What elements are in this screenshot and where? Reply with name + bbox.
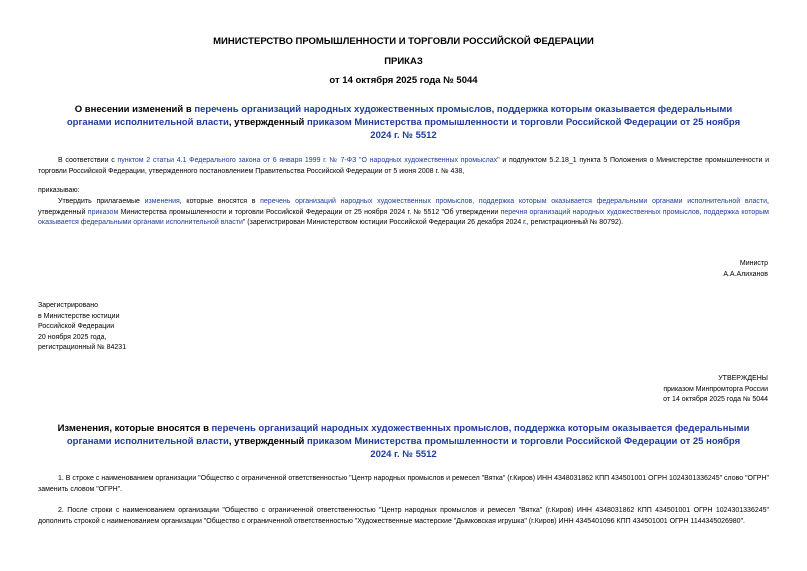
registration-line-2: в Министерстве юстиции (38, 312, 120, 320)
order-prefix: Утвердить прилагаемые (58, 198, 145, 205)
order-paragraph (38, 197, 769, 229)
registration-block (38, 301, 126, 354)
registration-line-5: регистрационный № 84231 (38, 344, 127, 351)
approval-line-3: от 14 октября 2025 года № 5044 (663, 396, 768, 403)
approval-block (663, 374, 768, 406)
approval-line-1: УТВЕРЖДЕНЫ (718, 375, 768, 382)
changes-title-link-order[interactable]: приказом Министерства промышленности и торговли Российской Федерации от 25 ноября 2024 г. № 5512 (307, 436, 741, 460)
registration-line-3: Российской Федерации (38, 323, 115, 330)
change-item-2: 2. После строки с наименованием организации "Общество с ограниченной ответственностью "Центр народных промыслов и ремесел "Вятка" (г.Киров) ИНН 4348031862 КПП 434501001 ОГРН 1024301336245" дополнить строкой с наименованием организации "Общество с ограниченной ответственностью "Художественные мастерские "Дымковская игрушка" (г.Киров) ИНН 4345401096 КПП 434501001 ОГРН 1144345026980". (38, 507, 769, 525)
order-link-list[interactable]: перечень организаций народных художественных промыслов, поддержка которым оказывается федеральными органами исполнительной власти (260, 198, 768, 205)
changes-title-middle: , утвержденный (228, 436, 308, 447)
registration-line-4: 20 ноября 2025 года, (38, 333, 107, 341)
order-mid2: , утвержденный (38, 198, 769, 216)
basis-paragraph (38, 156, 769, 177)
order-link-changes[interactable]: изменения (144, 198, 180, 205)
change-item-1: 1. В строке с наименованием организации "Общество с ограниченной ответственностью "Центр народных промыслов и ремесел "Вятка" (г.Киров) ИНН 4348031862 КПП 434501001 ОГРН 1024301336245" слово "ОГРН" заменить словом "ОГРН". (38, 475, 769, 493)
basis-prefix: В соответствии с (58, 157, 118, 164)
order-mid3: Министерства промышленности и торговли Российской Федерации от 25 ноября 2024 г. № 5512 "Об утверждении (118, 208, 501, 216)
approval-line-2: приказом Минпромторга России (663, 385, 768, 393)
title-link-list[interactable]: перечень организаций народных художественных промыслов, поддержка которым оказывается федеральными органами исполнительной власти (66, 104, 733, 128)
document-type: ПРИКАЗ (384, 56, 423, 67)
changes-title (55, 422, 752, 461)
title-link-order[interactable]: приказом Министерства промышленности и торговли Российской Федерации от 25 ноября 2024 г. № 5512 (307, 117, 741, 141)
title-prefix: О внесении изменений в (74, 104, 195, 115)
order-mid1: , которые вносятся в (179, 198, 261, 205)
basis-link-law[interactable]: пунктом 2 статьи 4.1 Федерального закона от 6 января 1999 г. № 7-ФЗ "О народных художественных промыслах" (117, 157, 500, 164)
order-link-order[interactable]: приказом (87, 208, 119, 216)
order-link-list-approval[interactable]: перечня организаций народных художественных промыслов, поддержка которым оказывается федеральными органами исполнительной власти (38, 208, 769, 226)
basis-rest: и подпунктом 5.2.18_1 пункта 5 Положения о Министерстве промышленности и торговли Российской Федерации, утвержденного постановлением Правительства Российской Федерации от 5 июня 2008 г. № 438, (38, 157, 770, 175)
changes-title-link-list[interactable]: перечень организаций народных художественных промыслов, поддержка которым оказывается федеральными органами исполнительной власти (66, 423, 750, 447)
registration-line-1: Зарегистрировано (38, 302, 98, 309)
title-middle: , утвержденный (228, 117, 308, 128)
changes-title-prefix: Изменения, которые вносятся в (57, 423, 212, 434)
document-date: от 14 октября 2025 года № 5044 (329, 75, 478, 86)
document-title (60, 103, 747, 142)
signature-position: Министр (739, 260, 768, 267)
ministry-name: МИНИСТЕРСТВО ПРОМЫШЛЕННОСТИ И ТОРГОВЛИ РОССИЙСКОЙ ФЕДЕРАЦИИ (213, 36, 594, 47)
order-word: приказываю: (38, 187, 80, 194)
order-post: " (зарегистрирован Министерством юстиции Российской Федерации 26 декабря 2024 г., регистрационный № 80792). (242, 219, 624, 226)
signature-name: А.А.Алиханов (723, 271, 768, 278)
